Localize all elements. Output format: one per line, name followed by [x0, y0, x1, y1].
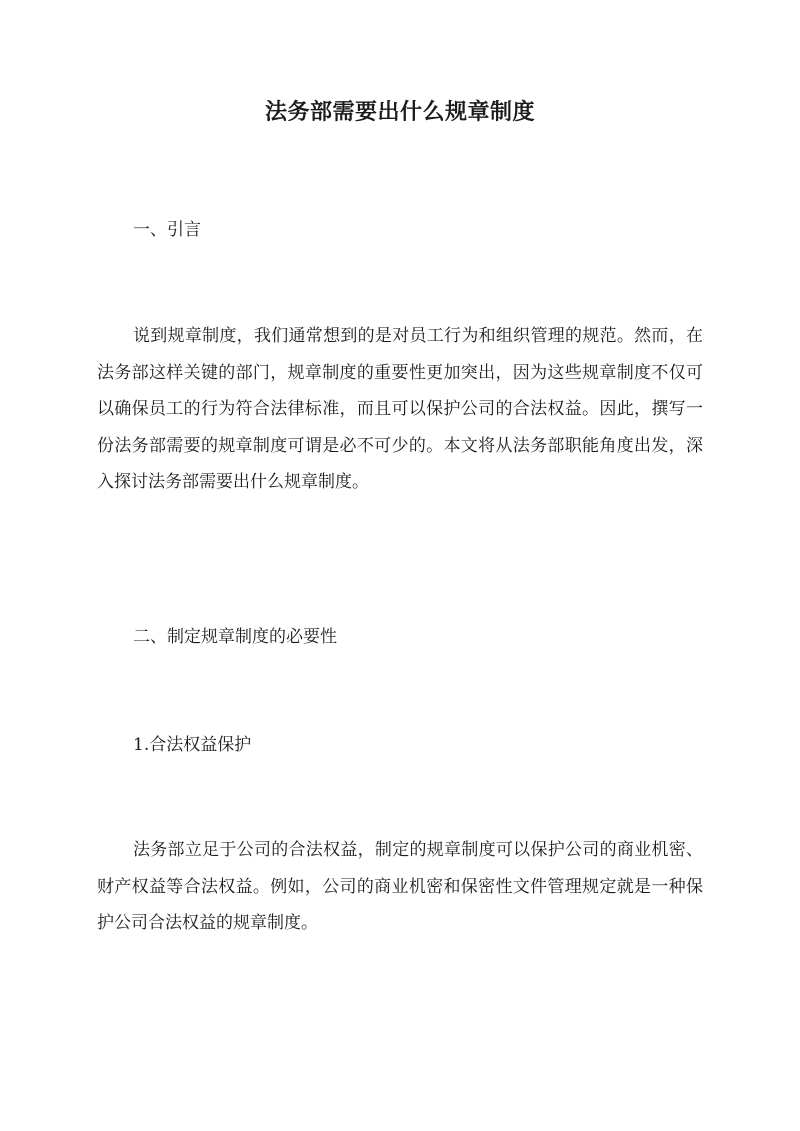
section-heading-introduction: 一、引言 [133, 220, 201, 240]
subsection-heading-rights-protection: 1.合法权益保护 [133, 735, 252, 755]
introduction-paragraph: 说到规章制度，我们通常想到的是对员工行为和组织管理的规范。然而，在法务部这样关键的部门，规章制度的重要性更加突出，因为这些规章制度不仅可以确保员工的行为符合法律标准，而且可以保护公司的合法权益。因此，撰写一份法务部需要的规章制度可谓是必不可少的。本文将从法务部职能角度出发，深入探讨法务部需要出什么规章制度。 [97, 326, 703, 493]
document-title: 法务部需要出什么规章制度 [264, 99, 535, 125]
section-heading-necessity: 二、制定规章制度的必要性 [133, 627, 337, 647]
rights-protection-paragraph: 法务部立足于公司的合法权益，制定的规章制度可以保护公司的商业机密、财产权益等合法权益。例如，公司的商业机密和保密性文件管理规定就是一种保护公司合法权益的规章制度。 [97, 840, 703, 934]
